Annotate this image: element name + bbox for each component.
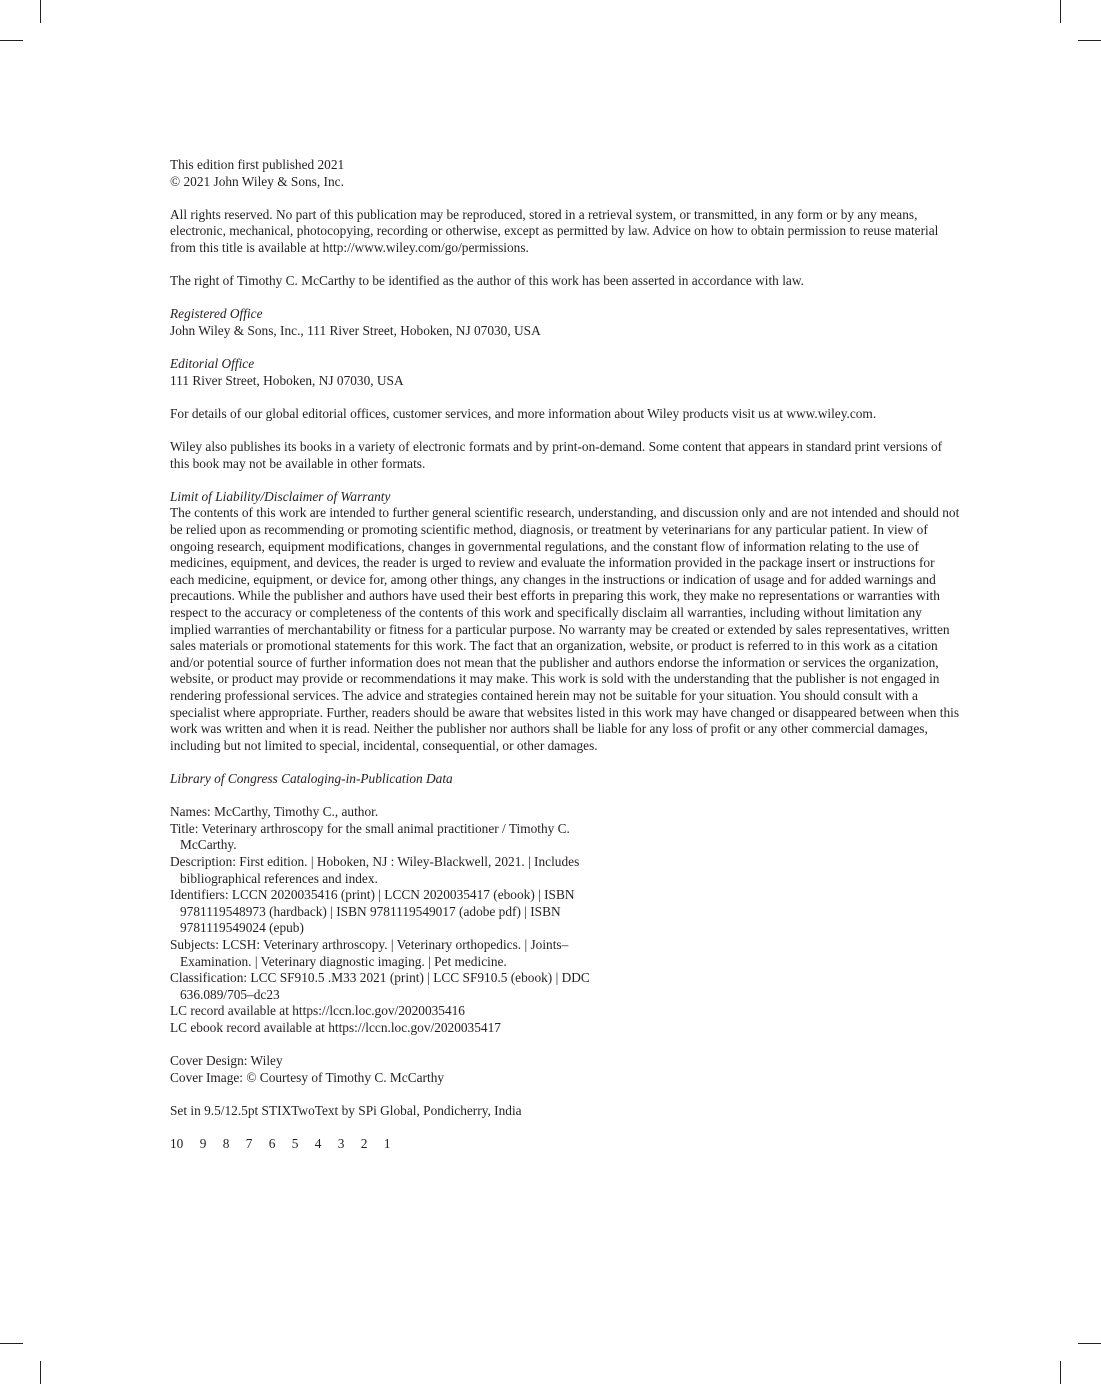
registered-office-address: John Wiley & Sons, Inc., 111 River Street, Hoboken, NJ 07030, USA (170, 322, 541, 338)
copyright-page (170, 157, 960, 1169)
disclaimer-text: The contents of this work are intended to further general scientific research, understanding, and discussion only and are not intended and should not be relied upon as recommending or promoting scientific method, diagnosis, or treatment by veterinarians for any particular patient. In view of ongoing research, equipment modifications, changes in governmental regulations, and the constant flow of information relating to the use of medicines, equipment, and devices, the reader is urged to review and evaluate the information provided in the package insert or instructions for each medicine, equipment, or device for, among other things, any changes in the instructions or indication of usage and for added warnings and precautions. While the publisher and authors have used their best efforts in preparing this work, they make no representations or warranties with respect to the accuracy or completeness of the contents of this work and specifically disclaim all warranties, including without limitation any implied warranties of merchantability or fitness for a particular purpose. No warranty may be created or extended by sales representatives, written sales materials or promotional statements for this work. The fact that an organization, website, or product is referred to in this work as a citation and/or potential source of further information does not mean that the publisher and authors endorse the information or services the organization, website, or product may provide or recommendations it may make. This work is sold with the understanding that the publisher is not engaged in rendering professional services. The advice and strategies contained herein may not be suitable for your situation. You should consult with a specialist where appropriate. Further, readers should be aware that websites listed in this work may have changed or disappeared between when this work was written and when it is read. Neither the publisher nor authors shall be liable for any loss of profit or any other commercial damages, including but not limited to special, incidental, consequential, or other damages. (170, 505, 960, 753)
cip-classification: Classification: LCC SF910.5 .M33 2021 (print) | LCC SF910.5 (ebook) | DDC 636.089/705–dc23 (170, 970, 590, 1002)
cover-design: Cover Design: Wiley (170, 1053, 283, 1069)
first-published: This edition first published 2021 (170, 157, 345, 172)
cip-lc-ebook-record: LC ebook record available at https://lccn.loc.gov/2020035417 (170, 1019, 501, 1035)
crop-mark-top-right-horizontal (1078, 40, 1101, 41)
printline-number: 1 (383, 1136, 391, 1152)
printline-number: 7 (245, 1136, 253, 1152)
electronic-formats: Wiley also publishes its books in a variety of electronic formats and by print-on-demand. Some content that appears in standard print versions of this book may not be available in other formats. (170, 439, 943, 471)
cover-image: Cover Image: © Courtesy of Timothy C. McCarthy (170, 1069, 445, 1085)
cip-heading-block (170, 771, 960, 788)
printline-number: 5 (291, 1136, 299, 1152)
author-right-block (170, 273, 960, 290)
copyright-line: © 2021 John Wiley & Sons, Inc. (170, 173, 344, 189)
registered-office-block (170, 306, 960, 339)
cip-lc-record: LC record available at https://lccn.loc.gov/2020035416 (170, 1003, 465, 1019)
disclaimer-label: Limit of Liability/Disclaimer of Warranty (170, 488, 391, 504)
editorial-office-address: 111 River Street, Hoboken, NJ 07030, USA (170, 372, 404, 388)
cip-names: Names: McCarthy, Timothy C., author. (170, 804, 379, 820)
crop-mark-bottom-right-horizontal (1078, 1343, 1101, 1344)
crop-mark-top-left-vertical (40, 0, 41, 23)
typesetting-block (170, 1103, 960, 1120)
printline-number: 6 (268, 1136, 276, 1152)
printline-number: 4 (314, 1136, 322, 1152)
edition-block (170, 157, 960, 190)
printline-number: 2 (360, 1136, 368, 1152)
cip-label: Library of Congress Cataloging-in-Publication Data (170, 770, 453, 786)
cip-data-block (170, 804, 610, 1036)
printline-number: 10 (170, 1136, 184, 1152)
electronic-formats-block (170, 439, 960, 472)
global-offices: For details of our global editorial offices, customer services, and more information about Wiley products visit us at www.wiley.com. (170, 405, 877, 421)
printline-number: 3 (337, 1136, 345, 1152)
cover-block (170, 1053, 960, 1086)
crop-mark-bottom-left-horizontal (0, 1343, 23, 1344)
author-right: The right of Timothy C. McCarthy to be identified as the author of this work has been asserted in accordance with law. (170, 273, 804, 289)
printline-number: 9 (199, 1136, 207, 1152)
cip-title: Title: Veterinary arthroscopy for the small animal practitioner / Timothy C. McCarthy. (170, 820, 570, 853)
global-offices-block (170, 406, 960, 423)
crop-mark-bottom-left-vertical (40, 1361, 41, 1384)
cip-identifiers: Identifiers: LCCN 2020035416 (print) | LCCN 2020035417 (ebook) | ISBN 9781119548973 (hardback) | ISBN 9781119549017 (adobe pdf) | ISBN 9781119549024 (epub) (170, 887, 575, 936)
typesetting: Set in 9.5/12.5pt STIXTwoText by SPi Global, Pondicherry, India (170, 1102, 522, 1118)
crop-mark-top-left-horizontal (0, 40, 23, 41)
editorial-office-block (170, 356, 960, 389)
editorial-office-label: Editorial Office (170, 356, 255, 372)
crop-mark-top-right-vertical (1060, 0, 1061, 23)
disclaimer-block (170, 489, 960, 755)
rights-reserved: All rights reserved. No part of this publication may be reproduced, stored in a retrieval system, or transmitted, in any form or by any means, electronic, mechanical, photocopying, recording or otherwise, except as permitted by law. Advice on how to obtain permission to reuse material from this title is available at http://www.wiley.com/go/permissions. (170, 206, 939, 255)
printline-number: 8 (222, 1136, 230, 1152)
rights-block (170, 207, 960, 257)
printline (170, 1136, 960, 1153)
cip-description: Description: First edition. | Hoboken, NJ : Wiley-Blackwell, 2021. | Includes bibliographical references and index. (170, 853, 580, 886)
crop-mark-bottom-right-vertical (1060, 1361, 1061, 1384)
cip-subjects: Subjects: LCSH: Veterinary arthroscopy. | Veterinary orthopedics. | Joints–Examination. | Veterinary diagnostic imaging. | Pet medicine. (170, 936, 569, 969)
registered-office-label: Registered Office (170, 306, 263, 322)
